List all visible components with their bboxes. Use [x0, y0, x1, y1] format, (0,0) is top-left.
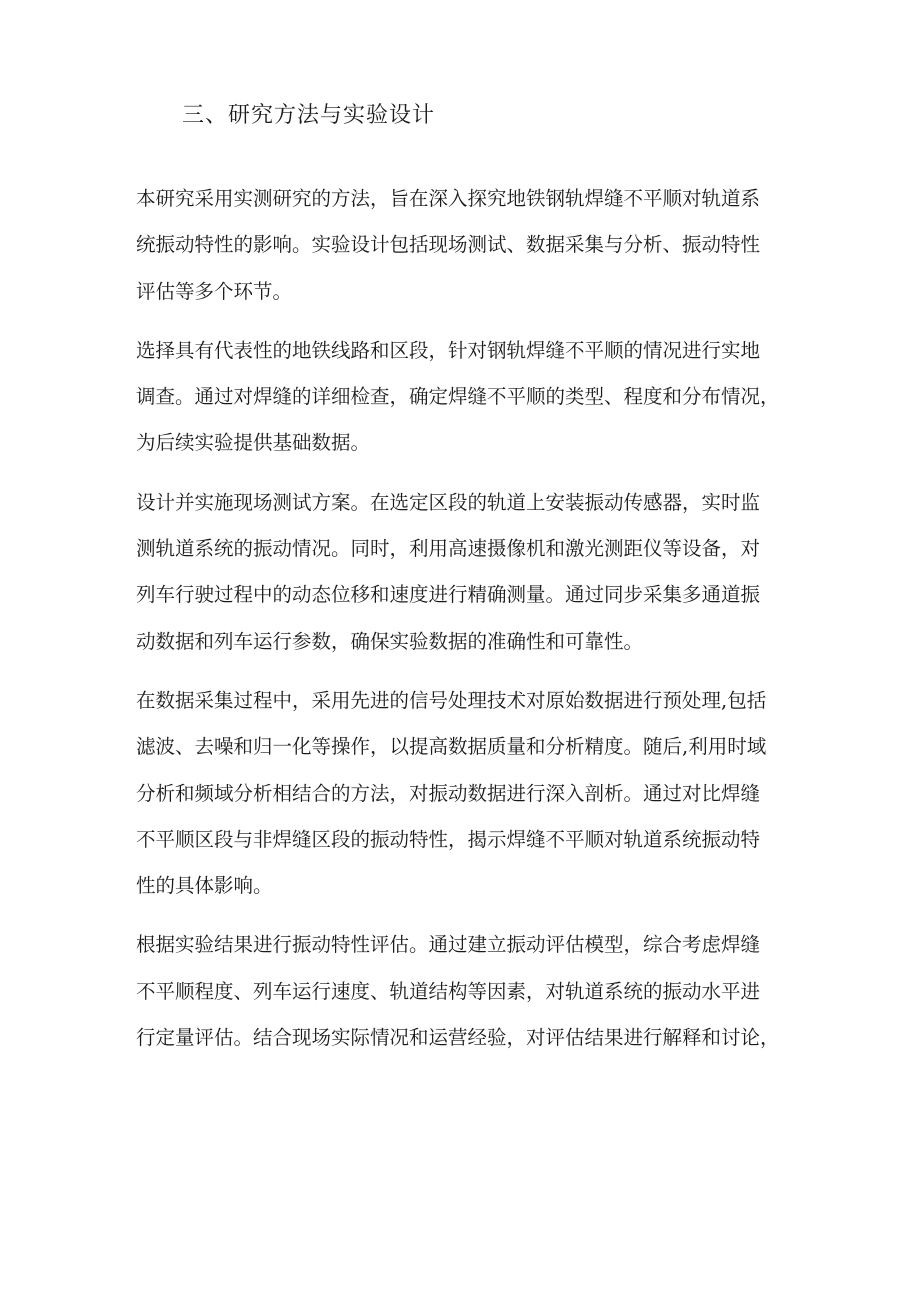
text-line: 本研究采用实测研究的方法，旨在深入探究地铁钢轨焊缝不平顺对轨道系 [136, 187, 761, 210]
paragraph-4 [136, 678, 792, 909]
text-line: 不平顺程度、列车运行速度、轨道结构等因素，对轨道系统的振动水平进 [136, 979, 761, 1003]
body-text [136, 176, 792, 1074]
paragraph-5 [136, 922, 792, 1061]
text-line: 动数据和列车运行参数，确保实验数据的准确性和可靠性。 [136, 629, 644, 653]
paragraph-3 [136, 480, 792, 665]
text-line: 选择具有代表性的地铁线路和区段，针对钢轨焊缝不平顺的情况进行实地 [136, 338, 761, 362]
text-line: 行定量评估。结合现场实际情况和运营经验，对评估结果进行解释和讨论， [136, 1026, 780, 1050]
text-line: 滤波、去噪和归一化等操作，以提高数据质量和分析精度。随后,利用时域 [136, 735, 767, 759]
text-line: 性的具体影响。 [136, 874, 273, 898]
section-heading: 三、研究方法与实验设计 [182, 103, 436, 128]
text-line: 评估等多个环节。 [136, 279, 293, 303]
text-line: 在数据采集过程中，采用先进的信号处理技术对原始数据进行预处理,包括 [136, 688, 767, 712]
text-line: 根据实验结果进行振动特性评估。通过建立振动评估模型，综合考虑焊缝 [136, 933, 761, 957]
text-line: 测轨道系统的振动情况。同时，利用高速摄像机和激光测距仪等设备，对 [136, 537, 761, 561]
text-line: 列车行驶过程中的动态位移和速度进行精确测量。通过同步采集多通道振 [136, 583, 761, 607]
text-line: 分析和频域分析相结合的方法，对振动数据进行深入剖析。通过对比焊缝 [136, 781, 761, 805]
text-line: 设计并实施现场测试方案。在选定区段的轨道上安装振动传感器，实时监 [136, 490, 761, 514]
paragraph-2 [136, 328, 792, 467]
text-line: 统振动特性的影响。实验设计包括现场测试、数据采集与分析、振动特性 [136, 233, 761, 257]
text-line: 不平顺区段与非焊缝区段的振动特性，揭示焊缝不平顺对轨道系统振动特 [136, 827, 761, 851]
text-line: 调查。通过对焊缝的详细检查，确定焊缝不平顺的类型、程度和分布情况， [136, 385, 780, 409]
text-line: 为后续实验提供基础数据。 [136, 431, 371, 455]
paragraph-1 [136, 176, 792, 315]
